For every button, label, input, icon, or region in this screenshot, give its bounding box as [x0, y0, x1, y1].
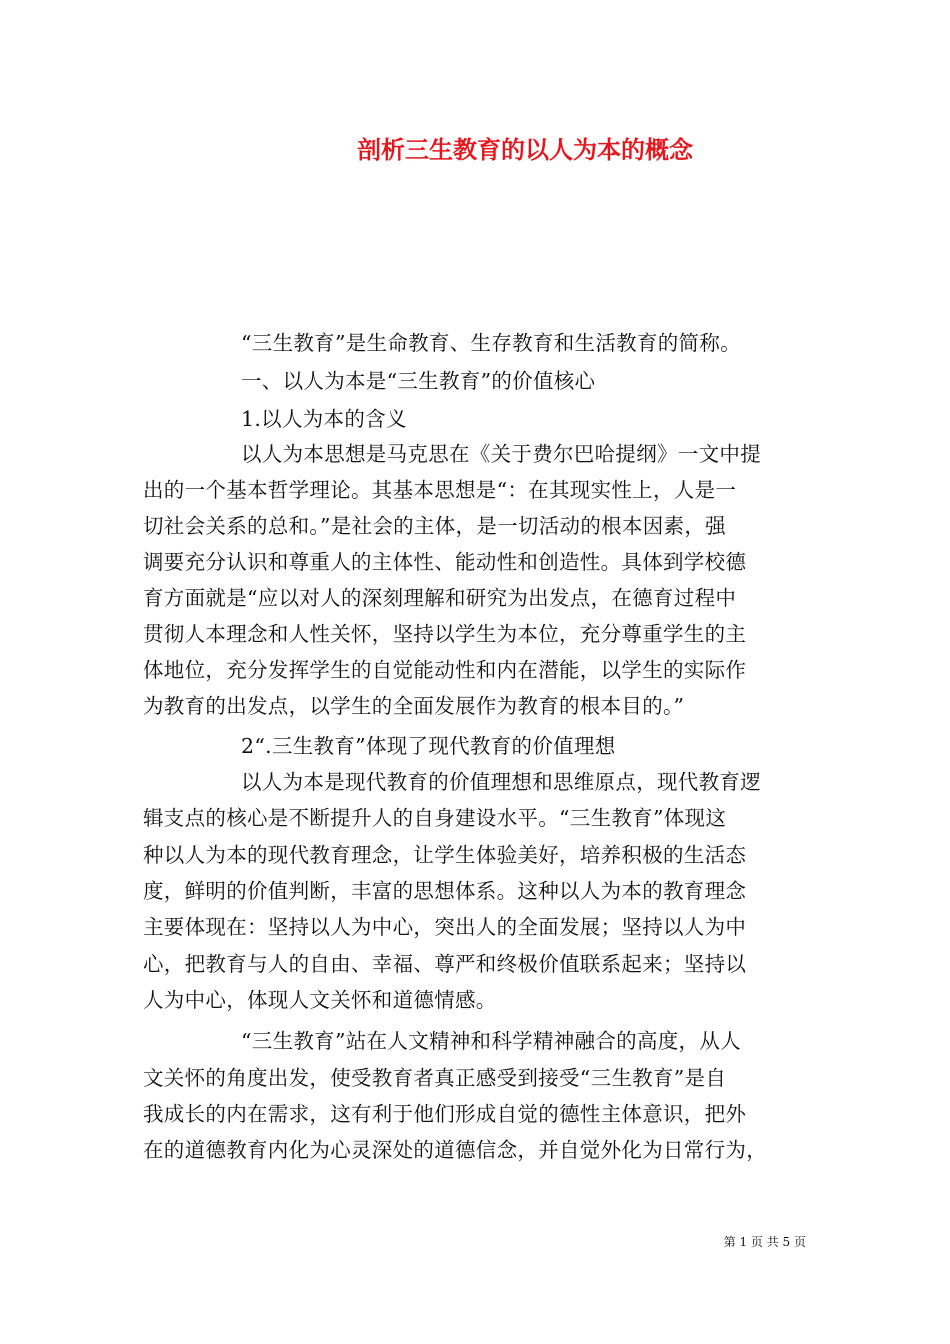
section-heading: 一、以人为本是“三生教育”的价值核心	[241, 369, 596, 393]
paragraph-line: 育方面就是“应以对人的深刻理解和研究为出发点，在德育过程中	[143, 586, 737, 610]
paragraph-line: 调要充分认识和尊重人的主体性、能动性和创造性。具体到学校德	[143, 550, 747, 574]
subsection-heading: 1.以人为本的含义	[241, 407, 407, 431]
paragraph-line: 文关怀的角度出发，使受教育者真正感受到接受“三生教育”是自	[143, 1066, 727, 1090]
paragraph-line: 以人为本思想是马克思在《关于费尔巴哈提纲》一文中提	[241, 442, 761, 466]
paragraph-line: 辑支点的核心是不断提升人的自身建设水平。“三生教育”体现这	[143, 806, 727, 830]
paragraph-line: 在的道德教育内化为心灵深处的道德信念，并自觉外化为日常行为，	[143, 1138, 767, 1162]
paragraph-line: 体地位，充分发挥学生的自觉能动性和内在潜能，以学生的实际作	[143, 658, 747, 682]
paragraph-line: 度，鲜明的价值判断，丰富的思想体系。这种以人为本的教育理念	[143, 879, 747, 903]
paragraph-line: 人为中心，体现人文关怀和道德情感。	[143, 988, 497, 1012]
paragraph-line: 种以人为本的现代教育理念，让学生体验美好，培养积极的生活态	[143, 843, 747, 867]
paragraph-line: 为教育的出发点，以学生的全面发展作为教育的根本目的。”	[143, 694, 685, 718]
paragraph-line: 切社会关系的总和。”是社会的主体，是一切活动的根本因素，强	[143, 514, 726, 538]
paragraph-line: 贯彻人本理念和人性关怀，坚持以学生为本位，充分尊重学生的主	[143, 622, 747, 646]
paragraph-line: 出的一个基本哲学理论。其基本思想是“：在其现实性上，人是一	[143, 478, 737, 502]
paragraph-line: “三生教育”是生命教育、生存教育和生活教育的简称。	[241, 331, 741, 355]
paragraph-line: 主要体现在：坚持以人为中心，突出人的全面发展；坚持以人为中	[143, 915, 747, 939]
page-number-footer: 第 1 页 共 5 页	[723, 1235, 806, 1249]
paragraph-line: 以人为本是现代教育的价值理想和思维原点，现代教育逻	[241, 770, 761, 794]
paragraph-line: “三生教育”站在人文精神和科学精神融合的高度，从人	[241, 1029, 741, 1053]
subsection-heading: 2“.三生教育”体现了现代教育的价值理想	[241, 734, 616, 758]
paragraph-line: 我成长的内在需求，这有利于他们形成自觉的德性主体意识，把外	[143, 1102, 747, 1126]
document-title: 剖析三生教育的以人为本的概念	[357, 136, 693, 164]
paragraph-line: 心，把教育与人的自由、幸福、尊严和终极价值联系起来；坚持以	[143, 952, 747, 976]
